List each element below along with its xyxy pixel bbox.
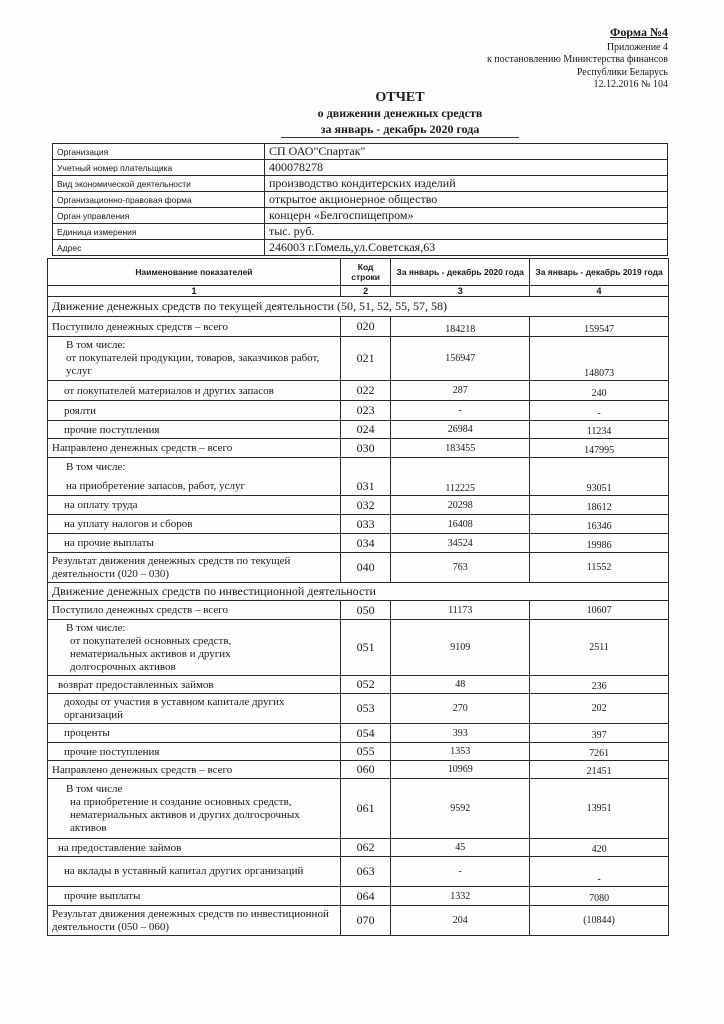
org-info-table <box>52 143 668 256</box>
row-value-current: 45 <box>391 839 530 857</box>
org-label: Учетный номер плательщика <box>53 160 265 176</box>
table-row <box>48 381 669 401</box>
row-value-current: 763 <box>391 553 530 583</box>
table-row <box>48 839 669 857</box>
row-name: прочие выплаты <box>48 887 341 906</box>
org-value: концерн «Белгоспищепром» <box>265 208 668 224</box>
col-header-previous: За январь - декабрь 2019 года <box>530 259 669 286</box>
title-line-1: ОТЧЕТ <box>375 90 425 105</box>
col-number: 3 <box>391 286 530 297</box>
org-label: Организационно-правовая форма <box>53 192 265 208</box>
org-row <box>53 208 668 224</box>
row-value-previous: 16346 <box>530 515 669 534</box>
row-value-current: 287 <box>391 381 530 401</box>
row-name: Направлено денежных средств – всего <box>48 761 341 779</box>
appendix-line: к постановлению Министерства финансов <box>486 54 668 65</box>
title-line-2: о движении денежных средств <box>317 106 483 120</box>
row-code: 033 <box>340 515 390 534</box>
table-row <box>48 743 669 761</box>
org-label: Единица измерения <box>53 224 265 240</box>
org-value: открытое акционерное общество <box>265 192 668 208</box>
row-value-current: - <box>391 401 530 421</box>
row-code: 024 <box>340 421 390 439</box>
row-name: на предоставление займов <box>48 839 341 857</box>
title-line-3: за январь - декабрь 2020 года <box>281 122 520 138</box>
row-value-previous: 236 <box>530 676 669 694</box>
row-value-current: 1332 <box>391 887 530 906</box>
row-prefix: В том числе <box>66 782 123 795</box>
col-header-name: Наименование показателей <box>48 259 341 286</box>
row-name: на прочие выплаты <box>48 534 341 553</box>
row-prefix: В том числе: <box>66 339 126 351</box>
table-row <box>48 724 669 743</box>
row-value-previous: 93051 <box>530 458 669 496</box>
row-value-previous: 21451 <box>530 761 669 779</box>
row-code: 032 <box>340 496 390 515</box>
row-value-current: 26984 <box>391 421 530 439</box>
org-row <box>53 192 668 208</box>
table-row <box>48 620 669 676</box>
row-value-previous: 11552 <box>530 553 669 583</box>
row-value-previous: 19986 <box>530 534 669 553</box>
row-value-current: 156947 <box>391 337 530 381</box>
row-name: возврат предоставленных займов <box>48 676 341 694</box>
row-prefix: В том числе: <box>66 621 126 634</box>
row-name: Результат движения денежных средств по инвестиционной деятельности (050 – 060) <box>48 906 341 936</box>
row-code: 020 <box>340 317 390 337</box>
appendix-line: 12.12.2016 № 104 <box>593 79 668 90</box>
row-value-current: 183455 <box>391 439 530 458</box>
section-investing: Движение денежных средств по инвестиционной деятельности <box>48 583 669 601</box>
table-row <box>48 887 669 906</box>
row-code: 062 <box>340 839 390 857</box>
row-code: 055 <box>340 743 390 761</box>
form-header <box>487 26 668 92</box>
appendix-line: Приложение 4 <box>606 41 668 53</box>
row-code: 050 <box>340 601 390 620</box>
row-name-cell <box>48 620 341 676</box>
row-value-previous: - <box>530 401 669 421</box>
org-label: Организация <box>53 144 265 160</box>
row-value-current: 184218 <box>391 317 530 337</box>
row-name: на оплату труда <box>48 496 341 515</box>
report-title <box>200 90 600 138</box>
row-name-cell <box>48 779 341 839</box>
row-name: от покупателей продукции, товаров, заказчиков работ, услуг <box>66 352 320 377</box>
row-name: на уплату налогов и сборов <box>48 515 341 534</box>
col-header-code: Код строки <box>340 259 390 286</box>
org-label: Орган управления <box>53 208 265 224</box>
row-code: 034 <box>340 534 390 553</box>
org-row <box>53 160 668 176</box>
row-name: на вклады в уставный капитал других организаций <box>48 857 341 887</box>
row-value-current: 204 <box>391 906 530 936</box>
col-number: 1 <box>48 286 341 297</box>
row-code: 051 <box>340 620 390 676</box>
org-label: Адрес <box>53 240 265 256</box>
row-code: 031 <box>340 458 390 496</box>
row-name: Поступило денежных средств – всего <box>48 317 341 337</box>
row-prefix: В том числе: <box>66 460 126 473</box>
row-value-previous: 7261 <box>530 743 669 761</box>
row-name: Направлено денежных средств – всего <box>48 439 341 458</box>
row-value-previous: 202 <box>530 694 669 724</box>
col-header-current: За январь - декабрь 2020 года <box>391 259 530 286</box>
row-name: роялти <box>48 401 341 421</box>
cash-flow-table <box>47 258 669 936</box>
row-value-current: 10969 <box>391 761 530 779</box>
table-row <box>48 515 669 534</box>
org-value: 400078278 <box>265 160 668 176</box>
row-value-previous: 13951 <box>530 779 669 839</box>
table-row <box>48 439 669 458</box>
row-name-cell <box>48 337 341 381</box>
col-number-row <box>48 286 669 297</box>
table-row <box>48 458 669 496</box>
table-row <box>48 553 669 583</box>
row-value-current: 11173 <box>391 601 530 620</box>
row-value-current: 9592 <box>391 779 530 839</box>
section-operating: Движение денежных средств по текущей деятельности (50, 51, 52, 55, 57, 58) <box>48 297 669 317</box>
table-row <box>48 534 669 553</box>
row-name: Поступило денежных средств – всего <box>48 601 341 620</box>
row-name-cell <box>48 458 341 496</box>
col-number: 2 <box>340 286 390 297</box>
row-value-previous: - <box>530 857 669 887</box>
table-row <box>48 337 669 381</box>
row-name: прочие поступления <box>48 421 341 439</box>
org-value: 246003 г.Гомель,ул.Советская,63 <box>265 240 668 256</box>
row-value-previous: 18612 <box>530 496 669 515</box>
table-row <box>48 694 669 724</box>
row-value-current: 1353 <box>391 743 530 761</box>
row-value-previous: 420 <box>530 839 669 857</box>
row-code: 054 <box>340 724 390 743</box>
row-code: 063 <box>340 857 390 887</box>
table-header-row <box>48 259 669 286</box>
row-value-current: 48 <box>391 676 530 694</box>
row-value-current: 16408 <box>391 515 530 534</box>
row-value-previous: 2511 <box>530 620 669 676</box>
row-code: 022 <box>340 381 390 401</box>
row-code: 040 <box>340 553 390 583</box>
row-code: 030 <box>340 439 390 458</box>
row-name: доходы от участия в уставном капитале других организаций <box>48 694 341 724</box>
table-row <box>48 779 669 839</box>
table-row <box>48 421 669 439</box>
row-code: 053 <box>340 694 390 724</box>
row-value-current: 20298 <box>391 496 530 515</box>
row-value-previous: (10844) <box>530 906 669 936</box>
org-row <box>53 240 668 256</box>
section-row <box>48 583 669 601</box>
org-value: СП ОАО"Спартак" <box>265 144 668 160</box>
row-code: 060 <box>340 761 390 779</box>
row-name: от покупателей основных средств, нематериальных активов и других долгосрочных активов <box>70 634 232 673</box>
table-row <box>48 496 669 515</box>
table-row <box>48 317 669 337</box>
row-value-previous: 159547 <box>530 317 669 337</box>
row-value-current: 34524 <box>391 534 530 553</box>
appendix-line: Республики Беларусь <box>576 66 668 78</box>
row-name: проценты <box>48 724 341 743</box>
row-name: прочие поступления <box>48 743 341 761</box>
row-value-previous: 10607 <box>530 601 669 620</box>
row-name: Результат движения денежных средств по текущей деятельности (020 – 030) <box>48 553 341 583</box>
row-value-current: 9109 <box>391 620 530 676</box>
row-code: 070 <box>340 906 390 936</box>
col-number: 4 <box>530 286 669 297</box>
table-row <box>48 676 669 694</box>
table-row <box>48 857 669 887</box>
row-value-current: - <box>391 857 530 887</box>
row-value-current: 270 <box>391 694 530 724</box>
row-code: 021 <box>340 337 390 381</box>
row-code: 064 <box>340 887 390 906</box>
row-value-current: 112225 <box>391 458 530 496</box>
org-label: Вид экономической деятельности <box>53 176 265 192</box>
row-name: на приобретение и создание основных средств, нематериальных активов и других долгосрочных активов <box>70 795 300 834</box>
row-code: 061 <box>340 779 390 839</box>
row-code: 052 <box>340 676 390 694</box>
table-row <box>48 906 669 936</box>
org-row <box>53 224 668 240</box>
row-name: на приобретение запасов, работ, услуг <box>66 479 245 492</box>
section-row <box>48 297 669 317</box>
row-value-previous: 7080 <box>530 887 669 906</box>
org-value: производство кондитерских изделий <box>265 176 668 192</box>
org-value: тыс. руб. <box>265 224 668 240</box>
org-row <box>53 176 668 192</box>
row-value-previous: 11234 <box>530 421 669 439</box>
row-value-current: 393 <box>391 724 530 743</box>
row-value-previous: 148073 <box>530 337 669 381</box>
table-row <box>48 601 669 620</box>
row-name: от покупателей материалов и других запасов <box>48 381 341 401</box>
row-value-previous: 240 <box>530 381 669 401</box>
row-value-previous: 397 <box>530 724 669 743</box>
row-code: 023 <box>340 401 390 421</box>
table-row <box>48 401 669 421</box>
row-value-previous: 147995 <box>530 439 669 458</box>
table-row <box>48 761 669 779</box>
org-row <box>53 144 668 160</box>
form-number: Форма №4 <box>610 25 668 39</box>
